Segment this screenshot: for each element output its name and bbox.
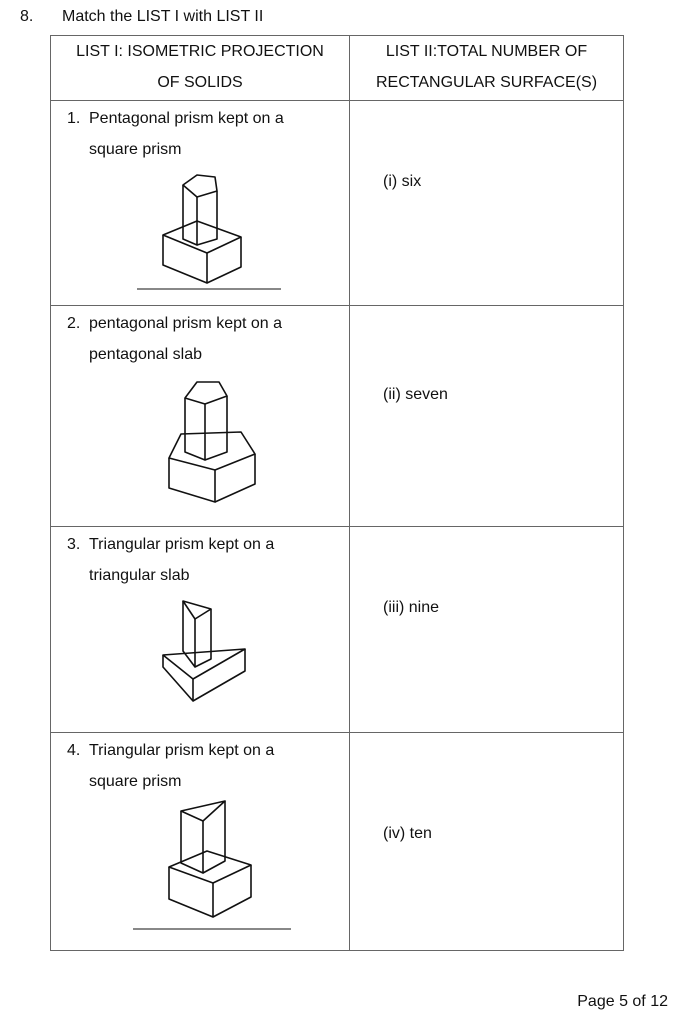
table-row [51, 527, 624, 733]
item-line1: Pentagonal prism kept on a [89, 110, 284, 127]
table-row [51, 306, 624, 527]
list-1-item [51, 733, 350, 951]
list-2-item [350, 527, 624, 733]
list-1-item [51, 306, 350, 527]
item-number: 4. [67, 742, 81, 759]
table-row [51, 733, 624, 951]
item-line1: Triangular prism kept on a [89, 742, 275, 759]
item-number: 3. [67, 536, 81, 553]
triangular-prism-on-triangular-slab-figure [149, 591, 279, 721]
header-list-1-line1: LIST I: ISOMETRIC PROJECTION [76, 43, 324, 60]
table-row [51, 101, 624, 306]
header-list-2-line2: RECTANGULAR SURFACE(S) [375, 74, 598, 91]
pentagonal-prism-on-square-prism-figure [131, 167, 301, 297]
item-line2: square prism [89, 141, 182, 158]
page-number: Page 5 of 12 [577, 993, 668, 1010]
list-2-item [350, 306, 624, 527]
answer-option: (ii) seven [383, 386, 448, 403]
item-line1: Triangular prism kept on a [89, 536, 275, 553]
header-list-1 [51, 36, 350, 101]
header-list-1-line2: OF SOLIDS [157, 74, 243, 91]
item-description [67, 735, 275, 797]
item-line2: pentagonal slab [89, 346, 202, 363]
header-list-2-line1: LIST II:TOTAL NUMBER OF [385, 43, 588, 60]
question-text: Match the LIST I with LIST II [62, 8, 264, 25]
item-line1: pentagonal prism kept on a [89, 315, 283, 332]
list-1-item [51, 527, 350, 733]
list-2-item [350, 733, 624, 951]
list-2-item [350, 101, 624, 306]
match-table [50, 35, 624, 951]
answer-option: (i) six [383, 173, 422, 190]
table-header-row [51, 36, 624, 101]
answer-option: (iii) nine [383, 599, 440, 616]
item-number: 2. [67, 315, 81, 332]
triangular-prism-on-square-prism-figure [131, 799, 301, 939]
list-1-item [51, 101, 350, 306]
item-description [67, 308, 283, 370]
item-line2: square prism [89, 773, 182, 790]
header-list-2 [350, 36, 624, 101]
item-description [67, 529, 275, 591]
answer-option: (iv) ten [383, 825, 432, 842]
item-line2: triangular slab [89, 567, 190, 584]
pentagonal-prism-on-pentagonal-slab-figure [141, 374, 281, 514]
item-description [67, 103, 284, 165]
item-number: 1. [67, 110, 81, 127]
question-number: 8. [20, 8, 34, 25]
